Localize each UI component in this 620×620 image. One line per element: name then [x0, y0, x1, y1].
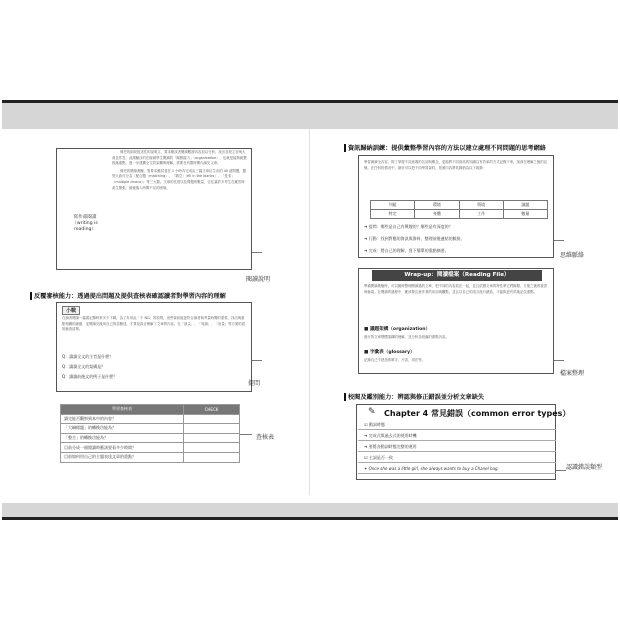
table-row	[61, 443, 240, 453]
wrapup-item-title: ■ 議題架構（organization）	[364, 327, 431, 332]
top-stripe	[2, 103, 618, 129]
leader-line	[240, 434, 252, 435]
margin-label-reading: 閱讀說明	[246, 276, 271, 283]
question-item: Q：讀讀全文的主旨是什麼？	[62, 354, 114, 359]
margin-label-archive: 檔案整理	[560, 370, 585, 377]
tip-tag: 小戰	[62, 306, 80, 315]
leader-line	[554, 360, 564, 361]
checklist-header-check: CHECK	[184, 405, 240, 415]
table-row	[61, 424, 240, 434]
wrapup-title: Wrap-up：閱讀檔案（Reading File）	[372, 270, 542, 281]
checklist-item: 「大綱標題」的轉換功能為？	[61, 424, 184, 434]
bottom-stripe	[2, 503, 618, 517]
list-item: ✦ Once she was a little girl, she always wants to buy a Chanel bag.	[358, 464, 556, 474]
check-cell[interactable]	[184, 443, 240, 453]
summary-text: 學習讀讀全內容，除了掌握不同意義的名詞與概念，更能將不同資訊的知識以有效率的方式記錄下來，加深在理解之後的記憶。在任何的情況中，最好可以把不同學習資料，依照內容將其歸納為以下幾類：	[364, 160, 548, 170]
check-cell[interactable]	[184, 414, 240, 424]
intro-paragraph: 佛羌的兩段敘述性的說明文，要求應試者閱讀數據內容加以分析、找出各段主旨與大意並作答。此測驗目的在檢測學生閱讀的「歸納能力」（organization），也就是能夠統整段落重點，進一步建構全文的架構與理解，需要在有限時間內讀完文章。	[112, 150, 247, 166]
table-row	[61, 452, 240, 462]
checklist-item: 目前如何用自己的主題表達文章的重點？	[61, 452, 184, 462]
intro-paragraph: 佛羌的閱讀測驗，對要求應試者在 1 小時內完成由三篇文章衍生出的 40 道問題，題型大致可分為（配合題（matching）、「填空」（fill in the blanks）、「是非」（multiple choice））等三大類。文章的長度以及問題的數量，往往讓許多考生在應答時產生緊張，最後落入時間不足的困境。	[112, 168, 247, 190]
question-item: Q：讀讀全文的架構是？	[62, 364, 106, 369]
section-heading-review	[30, 291, 226, 300]
tip-text: 在讀者閱讀一篇書記錄時常多少下載，為了有用此「不 NG」的原則，這些資訊能更符合讀者與考量時間的需要，找出與重點相關的細節，並閱讀完後用自己的話簡述，才算是真正理解了文章的內容。在「頂尖」、「易讀」、「用量」等方面的認知檢查清單。	[62, 316, 246, 332]
checklist-header-item: 學習查核表	[61, 405, 184, 415]
grid-cell: 數量	[503, 210, 547, 219]
margin-label-question: 提問	[248, 380, 261, 387]
arrow-step: ➜ 完成：將自己的理解，寫下簡單的重點摘要。	[364, 248, 449, 253]
table-row	[61, 433, 240, 443]
check-cell[interactable]	[184, 433, 240, 443]
checklist-table	[60, 404, 240, 463]
check-cell[interactable]	[184, 424, 240, 434]
grid-cell: 工作	[459, 210, 503, 219]
wrapup-item-text: 進行對文章整體架構的理解，並分析各段落的重點內容。	[364, 335, 449, 339]
wrapup-item-text: 記錄自己不熟悉的單字、片語、用法等。	[364, 358, 426, 362]
arrow-step: ➜ 行動：找到對應的資訊與資料，整理前後連結的脈絡。	[364, 236, 465, 241]
section-heading-summary	[344, 143, 546, 152]
heading-text: 反覆審核能力：透過提出問題及提供查核表確認讀者對學習內容的理解	[34, 293, 226, 300]
checklist-item: 讀完能否觀察到本中的內容？	[61, 414, 184, 424]
leader-line	[252, 252, 262, 253]
table-row	[371, 201, 548, 210]
list-item: ☑ 主詞是否一致	[358, 453, 556, 463]
example-title-line: （writing is reading）	[72, 221, 98, 232]
arrow-step: ➜ 提問：哪些是自己有興趣的？哪些是有深度的？	[364, 224, 453, 229]
section-heading-proofread	[344, 392, 484, 401]
example-title-line: 寫作部閱讀	[73, 215, 97, 220]
checklist-item: 「整合」的轉換功能為？	[61, 433, 184, 443]
leader-line	[252, 360, 262, 361]
heading-text: 資訊歸納訓練：提供彙整學習內容的方法以建立處理不同問題的思考網絡	[348, 145, 546, 152]
page-gutter	[309, 129, 310, 495]
table-row	[61, 414, 240, 424]
category-grid	[370, 200, 548, 219]
margin-label-thinking: 思維脈絡	[560, 252, 585, 259]
wrapup-text: 準備閱讀測驗時，可以隨時整理閱讀過的文章，把不同的內容放在一起，並且依據文章的特性將它們歸類，方便之後的複習與檢索。在閱讀的過程中，應該要注意作者的用詞與觀點，並且以自己的語言進行總結，才能夠更有效地記住重點。	[364, 284, 548, 294]
heading-marker	[344, 144, 346, 152]
grid-cell: 議題	[503, 201, 547, 210]
heading-marker	[344, 393, 346, 401]
heading-marker	[30, 292, 32, 300]
heading-text: 校閱及鑑別能力：辨認與修正錯誤並分析文章缺失	[348, 394, 485, 401]
leader-line	[556, 470, 566, 471]
grid-cell: 身體	[415, 210, 459, 219]
leader-line	[554, 240, 564, 241]
chapter-title: Chapter 4 常見錯誤（common error types）	[384, 409, 571, 418]
list-item: ➜ 要將各動詞時態完整的運用	[358, 442, 556, 452]
table-row	[371, 210, 548, 219]
margin-label-checklist: 查核表	[256, 434, 275, 441]
check-cell[interactable]	[184, 452, 240, 462]
example-title	[63, 215, 107, 233]
margin-label-errors: 認識錯誤類型	[566, 464, 603, 471]
checklist-item: 目前分成一個閱讀時應該要看多少時間？	[61, 443, 184, 453]
list-item: ➜ 完成式與過去式的使用時機	[358, 431, 556, 441]
intro-text	[112, 150, 248, 193]
question-item: Q：讀讀前後文的例子是什麼？	[62, 374, 118, 379]
wrapup-item-title: ■ 字彙表（glossary）	[364, 350, 415, 355]
grid-cell: 環境	[415, 201, 459, 210]
pencil-icon: ✎	[368, 407, 376, 417]
grid-cell: 情境	[459, 201, 503, 210]
grid-cell: 列組	[371, 201, 415, 210]
checklist-header-row	[61, 405, 240, 415]
list-item: ☑ 動詞時態	[358, 420, 556, 430]
grid-cell: 特定	[371, 210, 415, 219]
